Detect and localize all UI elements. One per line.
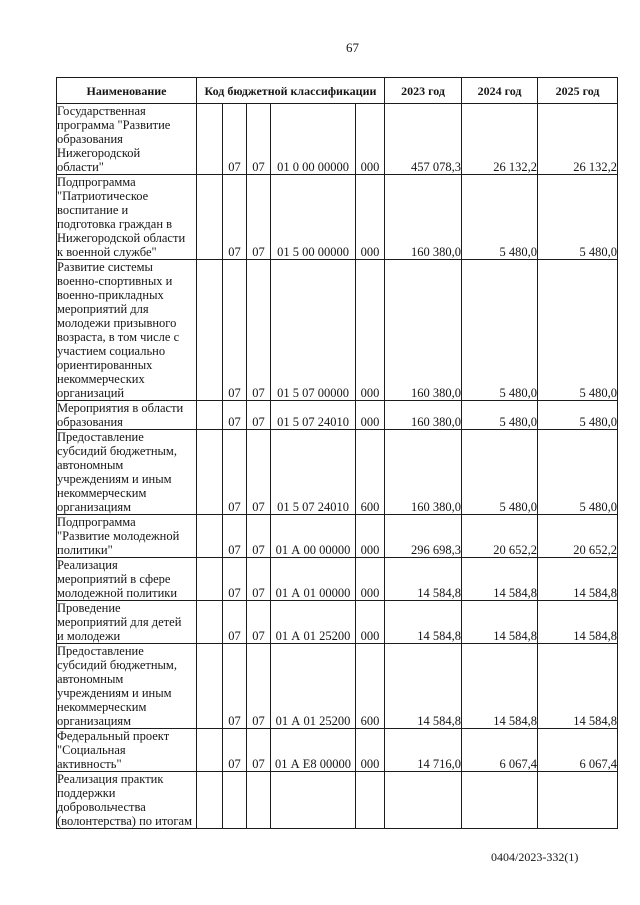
header-name: Наименование (57, 78, 197, 104)
code-blank-cell (197, 401, 223, 430)
table-row (57, 430, 618, 515)
table-row (57, 175, 618, 260)
amount-2023-cell: 14 584,8 (385, 558, 462, 601)
table-header (57, 78, 618, 104)
amount-2024-cell: 6 067,4 (462, 729, 538, 772)
table-row (57, 558, 618, 601)
section-code-cell: 07 (223, 104, 247, 175)
section-code-cell: 07 (223, 175, 247, 260)
code-blank-cell (197, 772, 223, 829)
amount-2024-cell: 14 584,8 (462, 644, 538, 729)
name-cell: Государственная программа "Развитие образования Нижегородской области" (57, 104, 197, 175)
amount-2025-cell: 14 584,8 (538, 601, 618, 644)
amount-2025-cell: 5 480,0 (538, 175, 618, 260)
expense-type-code-cell: 000 (356, 260, 385, 401)
subsection-code-cell: 07 (247, 430, 271, 515)
amount-2023-cell: 457 078,3 (385, 104, 462, 175)
section-code-cell: 07 (223, 260, 247, 401)
code-blank-cell (197, 644, 223, 729)
header-2023: 2023 год (385, 78, 462, 104)
expense-type-code-cell: 600 (356, 644, 385, 729)
name-cell: Реализация мероприятий в сфере молодежной политики (57, 558, 197, 601)
amount-2024-cell: 5 480,0 (462, 430, 538, 515)
section-code-cell: 07 (223, 515, 247, 558)
amount-2025-cell: 6 067,4 (538, 729, 618, 772)
amount-2025-cell (538, 772, 618, 829)
amount-2023-cell: 296 698,3 (385, 515, 462, 558)
amount-2024-cell: 14 584,8 (462, 558, 538, 601)
section-code-cell: 07 (223, 558, 247, 601)
table-row (57, 515, 618, 558)
amount-2023-cell: 14 716,0 (385, 729, 462, 772)
name-cell: Подпрограмма "Патриотическое воспитание и подготовка граждан в Нижегородской области к военной службе" (57, 175, 197, 260)
header-row (57, 78, 618, 104)
subsection-code-cell (247, 772, 271, 829)
budget-table (56, 77, 618, 829)
code-blank-cell (197, 175, 223, 260)
target-article-code-cell: 01 А 01 25200 (271, 644, 356, 729)
code-blank-cell (197, 558, 223, 601)
name-cell: Развитие системы военно-спортивных и военно-прикладных мероприятий для молодежи призывного возраста, в том числе с участием социально ориентированных некоммерческих организаций (57, 260, 197, 401)
table-row (57, 104, 618, 175)
table-row (57, 729, 618, 772)
expense-type-code-cell: 000 (356, 729, 385, 772)
amount-2025-cell: 14 584,8 (538, 558, 618, 601)
code-blank-cell (197, 601, 223, 644)
document-code: 0404/2023-332(1) (491, 850, 579, 864)
target-article-code-cell: 01 А 01 25200 (271, 601, 356, 644)
code-blank-cell (197, 260, 223, 401)
table-row (57, 260, 618, 401)
target-article-code-cell: 01 А Е8 00000 (271, 729, 356, 772)
subsection-code-cell: 07 (247, 644, 271, 729)
subsection-code-cell: 07 (247, 558, 271, 601)
amount-2024-cell: 5 480,0 (462, 260, 538, 401)
name-cell: Подпрограмма "Развитие молодежной политики" (57, 515, 197, 558)
target-article-code-cell: 01 5 07 00000 (271, 260, 356, 401)
section-code-cell: 07 (223, 644, 247, 729)
amount-2023-cell: 160 380,0 (385, 175, 462, 260)
subsection-code-cell: 07 (247, 515, 271, 558)
code-blank-cell (197, 104, 223, 175)
section-code-cell: 07 (223, 401, 247, 430)
section-code-cell: 07 (223, 729, 247, 772)
section-code-cell (223, 772, 247, 829)
table-row (57, 644, 618, 729)
amount-2025-cell: 14 584,8 (538, 644, 618, 729)
name-cell: Предоставление субсидий бюджетным, автономным учреждениям и иным некоммерческим организациям (57, 430, 197, 515)
code-blank-cell (197, 729, 223, 772)
amount-2023-cell: 14 584,8 (385, 644, 462, 729)
expense-type-code-cell (356, 772, 385, 829)
table-row (57, 601, 618, 644)
amount-2023-cell: 160 380,0 (385, 430, 462, 515)
subsection-code-cell: 07 (247, 175, 271, 260)
amount-2025-cell: 5 480,0 (538, 430, 618, 515)
amount-2023-cell (385, 772, 462, 829)
subsection-code-cell: 07 (247, 729, 271, 772)
amount-2024-cell: 14 584,8 (462, 601, 538, 644)
amount-2025-cell: 20 652,2 (538, 515, 618, 558)
target-article-code-cell: 01 5 00 00000 (271, 175, 356, 260)
amount-2023-cell: 14 584,8 (385, 601, 462, 644)
table-row (57, 401, 618, 430)
amount-2024-cell: 20 652,2 (462, 515, 538, 558)
expense-type-code-cell: 000 (356, 558, 385, 601)
expense-type-code-cell: 000 (356, 515, 385, 558)
table-body (57, 104, 618, 829)
target-article-code-cell: 01 5 07 24010 (271, 401, 356, 430)
amount-2024-cell: 5 480,0 (462, 175, 538, 260)
subsection-code-cell: 07 (247, 104, 271, 175)
amount-2024-cell (462, 772, 538, 829)
amount-2024-cell: 5 480,0 (462, 401, 538, 430)
target-article-code-cell: 01 А 00 00000 (271, 515, 356, 558)
name-cell: Реализация практик поддержки добровольчества (волонтерства) по итогам (57, 772, 197, 829)
code-blank-cell (197, 430, 223, 515)
section-code-cell: 07 (223, 430, 247, 515)
target-article-code-cell (271, 772, 356, 829)
target-article-code-cell: 01 А 01 00000 (271, 558, 356, 601)
expense-type-code-cell: 600 (356, 430, 385, 515)
subsection-code-cell: 07 (247, 601, 271, 644)
code-blank-cell (197, 515, 223, 558)
target-article-code-cell: 01 5 07 24010 (271, 430, 356, 515)
subsection-code-cell: 07 (247, 401, 271, 430)
section-code-cell: 07 (223, 601, 247, 644)
table-row (57, 772, 618, 829)
expense-type-code-cell: 000 (356, 401, 385, 430)
name-cell: Предоставление субсидий бюджетным, автономным учреждениям и иным некоммерческим организациям (57, 644, 197, 729)
header-2024: 2024 год (462, 78, 538, 104)
expense-type-code-cell: 000 (356, 601, 385, 644)
amount-2024-cell: 26 132,2 (462, 104, 538, 175)
header-2025: 2025 год (538, 78, 618, 104)
expense-type-code-cell: 000 (356, 104, 385, 175)
amount-2025-cell: 5 480,0 (538, 401, 618, 430)
amount-2025-cell: 5 480,0 (538, 260, 618, 401)
expense-type-code-cell: 000 (356, 175, 385, 260)
name-cell: Проведение мероприятий для детей и молодежи (57, 601, 197, 644)
name-cell: Мероприятия в области образования (57, 401, 197, 430)
page-number: 67 (346, 40, 359, 55)
amount-2023-cell: 160 380,0 (385, 260, 462, 401)
header-budget-code: Код бюджетной классификации (197, 78, 385, 104)
target-article-code-cell: 01 0 00 00000 (271, 104, 356, 175)
amount-2023-cell: 160 380,0 (385, 401, 462, 430)
subsection-code-cell: 07 (247, 260, 271, 401)
name-cell: Федеральный проект "Социальная активность" (57, 729, 197, 772)
amount-2025-cell: 26 132,2 (538, 104, 618, 175)
